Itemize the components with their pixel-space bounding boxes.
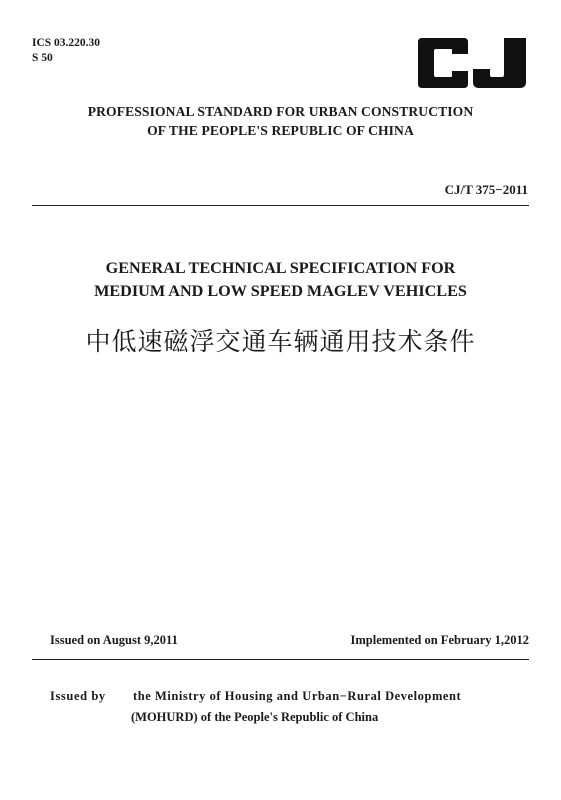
implemented-date: Implemented on February 1,2012 — [350, 633, 529, 647]
chinese-title: 中低速磁浮交通车辆通用技术条件 — [85, 327, 476, 356]
organization-line-2: OF THE PEOPLE'S REPUBLIC OF CHINA — [147, 123, 414, 138]
issuer-label: Issued by — [50, 689, 106, 703]
english-title-line-2: MEDIUM AND LOW SPEED MAGLEV VEHICLES — [94, 282, 467, 300]
cj-logo — [416, 38, 528, 88]
top-divider — [32, 205, 529, 206]
standard-category-code: S 50 — [32, 52, 53, 64]
standard-number: CJ/T 375−2011 — [444, 182, 528, 197]
english-title-line-1: GENERAL TECHNICAL SPECIFICATION FOR — [105, 259, 456, 277]
issued-date: Issued on August 9,2011 — [50, 633, 178, 647]
bottom-divider — [32, 659, 529, 660]
issuer-line-2: (MOHURD) of the People's Republic of China — [131, 710, 379, 724]
logo-text: CJ — [416, 38, 418, 39]
organization-line-1: PROFESSIONAL STANDARD FOR URBAN CONSTRUCTION — [87, 104, 474, 119]
issuer-line-1: the Ministry of Housing and Urban−Rural Development — [133, 689, 462, 703]
classification-codes — [32, 36, 100, 66]
ics-code: ICS 03.220.30 — [32, 37, 101, 49]
